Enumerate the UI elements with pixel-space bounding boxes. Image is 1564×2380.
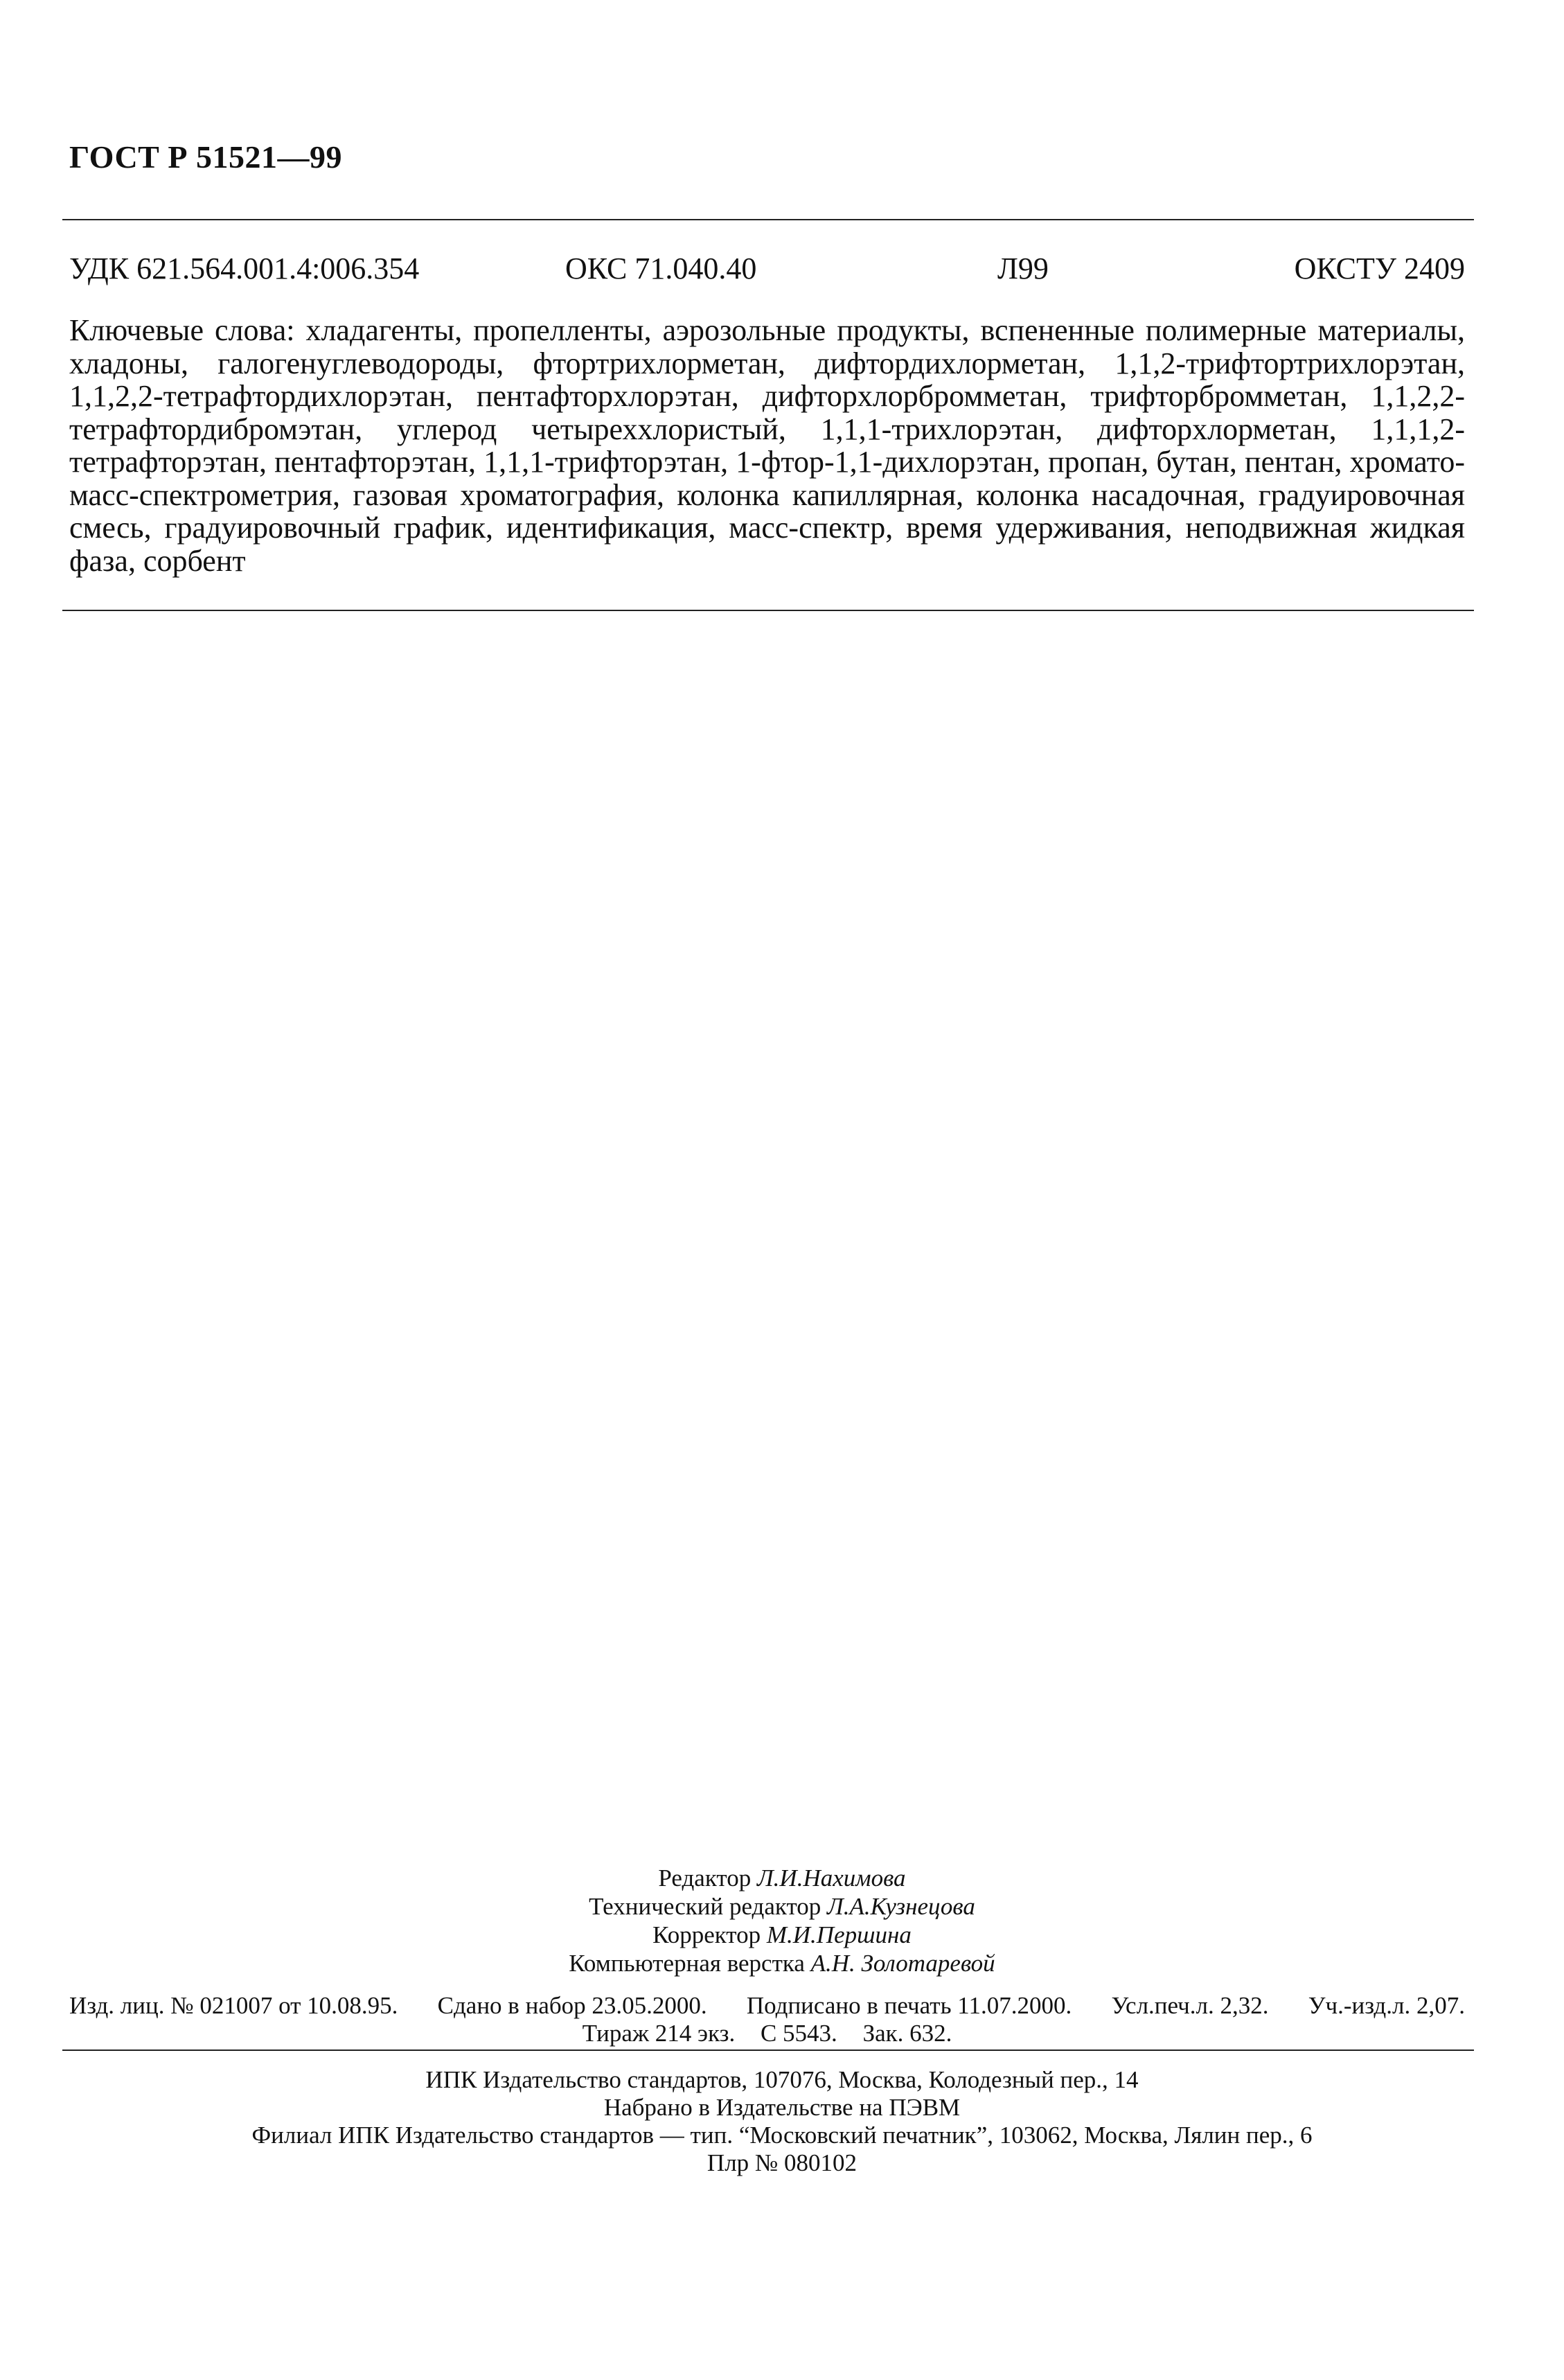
print-info-line [69,1992,1465,2020]
corrector-label: Корректор [652,1921,761,1948]
editor-label: Редактор [658,1865,752,1892]
typeset-note: Набрано в Издательстве на ПЭВМ [603,2094,961,2121]
editor-line [0,1864,1564,1892]
credits-block [0,1864,1564,1977]
editor-name: Л.И.Нахимова [756,1865,906,1892]
publisher-block [0,2066,1564,2177]
oks-code: ОКС 71.040.40 [565,252,757,285]
circulation-line [69,2020,1465,2047]
layout-label: Компьютерная верстка [569,1950,805,1977]
license-info: Изд. лиц. № 021007 от 10.08.95. [69,1992,398,2019]
layout-line [0,1949,1564,1977]
print-sheets: Усл.печ.л. 2,32. [1111,1992,1269,2019]
keywords-paragraph: Ключевые слова: хладагенты, пропелленты, аэрозольные продукты, вспененные полимерные материалы, хладоны, галогенуглеводороды, фтортрихлорметан, дифтордихлорметан, 1,1,2-трифтортрихлорэтан, 1,1,2,2-тетрафтордихлорэтан, пентафторхлорэтан, дифторхлорбромметан, трифторбромметан, 1,1,2,2-тетрафтордибромэтан, углерод четыреххлористый, 1,1,1-трихлорэтан, дифторхлорметан, 1,1,1,2-тетрафторэтан, пентафторэтан, 1,1,1-трифторэтан, 1-фтор-1,1-дихлорэтан, пропан, бутан, пентан, хромато-масс-спектрометрия, газовая хроматография, колонка капиллярная, колонка насадочная, градуировочная смесь, градуировочный график, идентификация, масс-спектр, время удерживания, неподвижная жидкая фаза, сорбент [69,313,1465,578]
print-info-block [69,1992,1465,2047]
top-divider [62,219,1474,220]
circulation: Тираж 214 экз. [582,2020,736,2047]
order-number: Зак. 632. [862,2020,952,2047]
group-code: Л99 [997,252,1049,285]
tech-editor-name: Л.А.Кузнецова [827,1893,975,1920]
submitted-date: Сдано в набор 23.05.2000. [437,1992,707,2019]
classification-row [69,251,1465,290]
license-number: Плр № 080102 [707,2149,857,2176]
publication-sheets: Уч.-изд.л. 2,07. [1308,1992,1465,2019]
udk-code: УДК 621.564.001.4:006.354 [69,252,420,285]
okstu-code: ОКСТУ 2409 [1294,252,1465,285]
bottom-divider [62,2050,1474,2051]
c-number: С 5543. [760,2020,837,2047]
corrector-line [0,1921,1564,1949]
signed-date: Подписано в печать 11.07.2000. [746,1992,1072,2019]
document-title: ГОСТ Р 51521—99 [69,139,342,175]
tech-editor-line [0,1892,1564,1921]
branch-address: Филиал ИПК Издательство стандартов — тип. “Московский печатник”, 103062, Москва, Лялин пер., 6 [251,2122,1313,2149]
tech-editor-label: Технический редактор [589,1893,821,1920]
corrector-name: М.И.Першина [766,1921,912,1948]
layout-name: А.Н. Золотаревой [810,1950,995,1977]
middle-divider [62,610,1474,611]
publisher-address: ИПК Издательство стандартов, 107076, Москва, Колодезный пер., 14 [425,2066,1139,2093]
